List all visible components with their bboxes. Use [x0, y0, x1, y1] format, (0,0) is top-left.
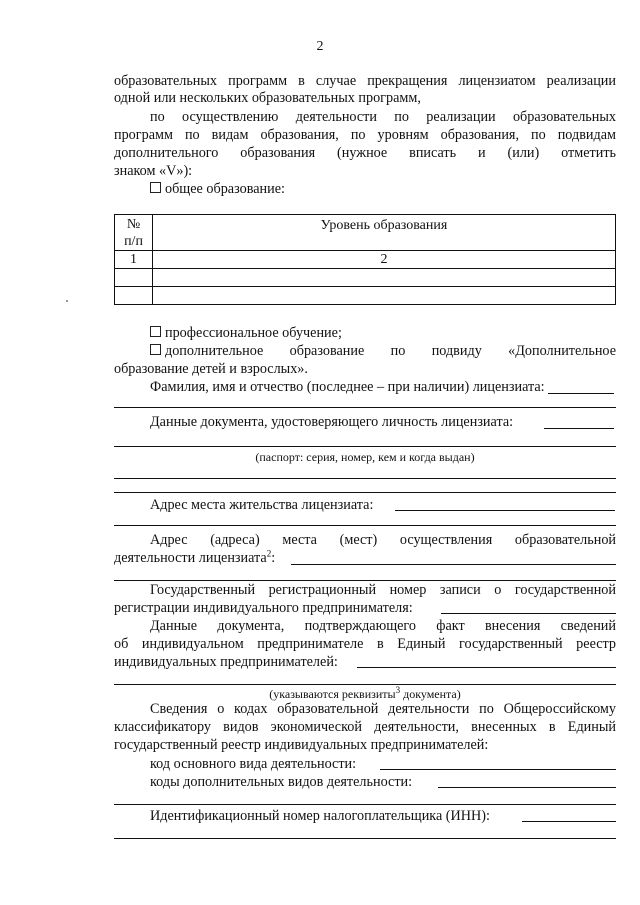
- identity-doc-field-end[interactable]: [544, 428, 614, 429]
- identity-doc-label: Данные документа, удостоверяющего личность лицензиата:: [150, 414, 514, 430]
- additional-education-line2: образование детей и взрослых».: [114, 361, 308, 377]
- index-cell-1: 1: [115, 251, 153, 269]
- main-code-row: [150, 756, 356, 773]
- passport-hint: (паспорт: серия, номер, кем и когда выдан): [255, 450, 475, 464]
- additional-education-checkbox[interactable]: [150, 344, 161, 355]
- footnote-3: 3: [395, 685, 401, 695]
- col-level-header: Уровень образования: [153, 215, 616, 251]
- para2-line3: дополнительного образования (нужное вписать и (или) отметить: [114, 145, 616, 161]
- table-cell[interactable]: [153, 287, 616, 305]
- para1-line1: образовательных программ в случае прекращения лицензиатом реализации: [114, 73, 616, 89]
- table-cell[interactable]: [115, 287, 153, 305]
- extra-codes-row: [150, 774, 412, 791]
- egrip-doc-line1: Данные документа, подтверждающего факт внесения сведений: [150, 618, 616, 634]
- para2-line2: программ по видам образования, по уровням образования, по подвидам: [114, 127, 616, 143]
- activity-address-field[interactable]: [114, 580, 616, 581]
- table-cell[interactable]: [115, 269, 153, 287]
- professional-training-option[interactable]: [150, 325, 342, 342]
- requisites-hint: (указываются реквизиты$^3$ документа): [269, 685, 461, 701]
- professional-training-checkbox[interactable]: [150, 326, 161, 337]
- additional-education-option[interactable]: [150, 343, 616, 360]
- state-reg-line1: Государственный регистрационный номер записи о государственной: [150, 582, 616, 598]
- egrip-doc-field-end[interactable]: [357, 667, 616, 668]
- inn-field[interactable]: [114, 838, 616, 839]
- col-number-header: № п/п: [115, 215, 153, 251]
- table-row[interactable]: [115, 269, 616, 287]
- table-cell[interactable]: [153, 269, 616, 287]
- professional-training-label: профессиональное обучение;: [165, 325, 342, 341]
- inn-field-end[interactable]: [522, 821, 616, 822]
- page-number: 2: [316, 39, 324, 54]
- general-education-option[interactable]: [150, 181, 285, 198]
- footnote-2: 2: [266, 548, 272, 559]
- state-reg-field[interactable]: [441, 613, 616, 614]
- extra-codes-field-end[interactable]: [438, 787, 616, 788]
- para1-line2: одной или нескольких образовательных программ,: [114, 90, 421, 106]
- state-reg-line2: регистрации индивидуального предпринимателя:: [114, 600, 413, 616]
- table-index-row: [115, 251, 616, 269]
- inn-row: [150, 808, 490, 825]
- residence-field[interactable]: [114, 525, 616, 526]
- table-header-row: [115, 215, 616, 251]
- egrip-doc-line3: индивидуальных предпринимателей:: [114, 654, 338, 670]
- okved-line1: Сведения о кодах образовательной деятельности по Общероссийскому: [150, 701, 616, 717]
- okved-line2: классификатору видов экономической деятельности, внесенных в Единый: [114, 719, 616, 735]
- identity-doc-field[interactable]: [114, 446, 616, 447]
- fio-field[interactable]: [114, 407, 616, 408]
- extra-codes-label: коды дополнительных видов деятельности:: [150, 774, 413, 790]
- activity-address-line1: Адрес (адреса) места (мест) осуществления образовательной: [150, 532, 616, 548]
- residence-row: [150, 497, 373, 514]
- activity-address-field-end[interactable]: [291, 564, 616, 565]
- okved-line3: государственный реестр индивидуальных предпринимателей:: [114, 737, 489, 753]
- additional-education-line1: дополнительное образование по подвиду «Дополнительное: [165, 343, 616, 359]
- passport-field-2[interactable]: [114, 492, 616, 493]
- main-code-label: код основного вида деятельности:: [150, 756, 357, 772]
- inn-label: Идентификационный номер налогоплательщика (ИНН):: [150, 808, 490, 824]
- extra-codes-field[interactable]: [114, 804, 616, 805]
- passport-field-1[interactable]: [114, 478, 616, 479]
- scan-speck: [66, 300, 68, 302]
- education-level-table: [114, 214, 616, 305]
- table-row[interactable]: [115, 287, 616, 305]
- fio-field-end[interactable]: [548, 393, 614, 394]
- general-education-label: общее образование:: [165, 181, 285, 197]
- egrip-doc-line2: об индивидуальном предпринимателе в Единый государственный реестр: [114, 636, 616, 652]
- residence-field-end[interactable]: [395, 510, 615, 511]
- general-education-checkbox[interactable]: [150, 182, 161, 193]
- identity-doc-row: [150, 414, 513, 431]
- main-code-field[interactable]: [380, 769, 616, 770]
- egrip-doc-field[interactable]: [114, 684, 616, 685]
- para2-line1: по осуществлению деятельности по реализации образовательных: [150, 109, 616, 125]
- residence-label: Адрес места жительства лицензиата:: [150, 497, 374, 513]
- fio-row: [150, 379, 545, 396]
- para2-line4: знаком «V»):: [114, 163, 193, 179]
- activity-address-line2: деятельности лицензиата$^2$:: [114, 548, 276, 566]
- index-cell-2: 2: [153, 251, 616, 269]
- fio-label: Фамилия, имя и отчество (последнее – при наличии) лицензиата:: [150, 379, 545, 395]
